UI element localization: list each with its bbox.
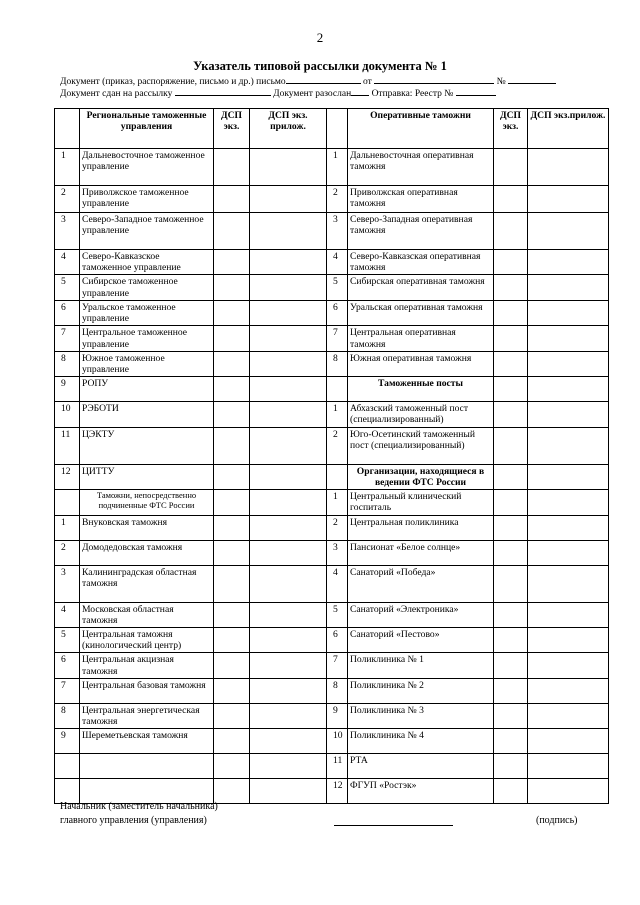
header-right-dsp: ДСП экз. [494,109,528,149]
left-recipient-name: Северо-Кавказское таможенное управление [80,250,214,275]
right-dsp-copies-cell[interactable] [494,402,528,427]
table-row [55,490,609,515]
right-recipient-name: Санаторий «Победа» [348,565,494,602]
right-dsp-attachment-cell[interactable] [528,754,609,779]
right-row-number: 11 [327,754,348,779]
left-dsp-copies-cell[interactable] [214,653,250,678]
document-title: Указатель типовой рассылки документа № 1 [193,59,447,73]
left-dsp-copies-cell[interactable] [214,515,250,540]
left-recipient-name [80,754,214,779]
table-row [55,565,609,602]
right-row-number: 6 [327,300,348,325]
left-row-number: 6 [55,300,80,325]
right-recipient-name: Южная оперативная таможня [348,351,494,376]
right-dsp-attachment-cell[interactable] [528,275,609,300]
left-recipient-name: ЦЭКТУ [80,427,214,464]
left-row-number: 12 [55,464,80,489]
left-row-number: 7 [55,326,80,351]
right-row-number: 6 [327,627,348,652]
right-recipient-name: Приволжская оперативная таможня [348,186,494,213]
right-row-number: 7 [327,326,348,351]
right-dsp-attachment-cell[interactable] [528,729,609,754]
right-dsp-attachment-cell[interactable] [528,653,609,678]
header-right-num [327,109,348,149]
left-dsp-copies-cell[interactable] [214,703,250,728]
left-dsp-copies-cell[interactable] [214,779,250,804]
signature-line[interactable] [334,825,453,826]
table-row [55,779,609,804]
left-dsp-copies-cell[interactable] [214,402,250,427]
left-recipient-name [80,779,214,804]
left-row-number: 3 [55,213,80,250]
right-dsp-copies-cell[interactable] [494,490,528,515]
dispatch-registry-label: Отправка: Реестр № [371,89,454,99]
left-recipient-name: Центральная таможня (кинологический центр) [80,627,214,652]
right-dsp-attachment-cell[interactable] [528,213,609,250]
left-dsp-attachment-cell[interactable] [250,703,327,728]
right-row-number: 12 [327,779,348,804]
right-recipient-name: Абхазский таможенный пост (специализированный) [348,402,494,427]
document-type-line [60,74,590,86]
right-dsp-copies-cell[interactable] [494,779,528,804]
right-recipient-name: РТА [348,754,494,779]
left-dsp-attachment-cell[interactable] [250,186,327,213]
left-row-number: 7 [55,678,80,703]
header-left-num [55,109,80,149]
left-dsp-copies-cell[interactable] [214,602,250,627]
header-left-dsp-attachment: ДСП экз. прилож. [250,109,327,149]
right-recipient-name: Юго-Осетинский таможенный пост (специализированный) [348,427,494,464]
left-recipient-name: РЭБОТИ [80,402,214,427]
left-recipient-name: Северо-Западное таможенное управление [80,213,214,250]
right-recipient-name: Поликлиника № 1 [348,653,494,678]
right-dsp-copies-cell[interactable] [494,275,528,300]
left-dsp-copies-cell[interactable] [214,627,250,652]
table-row [55,186,609,213]
left-dsp-attachment-cell[interactable] [250,602,327,627]
right-dsp-attachment-cell[interactable] [528,427,609,464]
table-row [55,515,609,540]
left-dsp-copies-cell[interactable] [214,490,250,515]
right-dsp-copies-cell[interactable] [494,515,528,540]
left-row-number: 5 [55,275,80,300]
left-row-number: 10 [55,402,80,427]
table-row [55,149,609,186]
left-dsp-copies-cell[interactable] [214,464,250,489]
right-dsp-copies-cell[interactable] [494,377,528,402]
right-row-number: 3 [327,213,348,250]
right-dsp-attachment-cell[interactable] [528,351,609,376]
table-row [55,402,609,427]
right-dsp-copies-cell[interactable] [494,427,528,464]
right-row-number: 1 [327,402,348,427]
distribution-table [54,108,609,804]
left-dsp-attachment-cell[interactable] [250,678,327,703]
right-row-number [327,464,348,489]
left-row-number: 3 [55,565,80,602]
left-dsp-copies-cell[interactable] [214,149,250,186]
document-type-label: Документ (приказ, распоряжение, письмо и др.) письмо [60,77,286,87]
right-row-number [327,377,348,402]
left-recipient-name: Дальневосточное таможенное управление [80,149,214,186]
right-recipient-name: Санаторий «Электроника» [348,602,494,627]
left-dsp-attachment-cell[interactable] [250,377,327,402]
table-row [55,754,609,779]
right-recipient-name: Северо-Кавказская оперативная таможня [348,250,494,275]
right-dsp-copies-cell[interactable] [494,186,528,213]
left-row-number: 2 [55,186,80,213]
right-row-number: 3 [327,540,348,565]
right-row-number: 7 [327,653,348,678]
left-dsp-attachment-cell[interactable] [250,653,327,678]
right-recipient-name: Пансионат «Белое солнце» [348,540,494,565]
left-row-number: 4 [55,250,80,275]
left-dsp-copies-cell[interactable] [214,213,250,250]
left-dsp-copies-cell[interactable] [214,377,250,402]
table-row [55,351,609,376]
left-dsp-copies-cell[interactable] [214,275,250,300]
left-recipient-name: Центральная акцизная таможня [80,653,214,678]
left-row-number [55,490,80,515]
table-row [55,703,609,728]
right-recipient-name: Центральный клинический госпиталь [348,490,494,515]
left-dsp-attachment-cell[interactable] [250,754,327,779]
date-field[interactable] [374,74,494,84]
left-dsp-attachment-cell[interactable] [250,275,327,300]
left-dsp-attachment-cell[interactable] [250,300,327,325]
right-dsp-attachment-cell[interactable] [528,703,609,728]
page-number: 2 [316,30,324,45]
left-dsp-attachment-cell[interactable] [250,326,327,351]
right-dsp-attachment-cell[interactable] [528,565,609,602]
table-row [55,540,609,565]
right-dsp-attachment-cell[interactable] [528,377,609,402]
right-dsp-copies-cell[interactable] [494,678,528,703]
right-dsp-attachment-cell[interactable] [528,602,609,627]
table-row [55,602,609,627]
left-dsp-copies-cell[interactable] [214,326,250,351]
right-dsp-attachment-cell[interactable] [528,540,609,565]
right-dsp-copies-cell[interactable] [494,250,528,275]
dispatch-line [60,86,590,98]
left-recipient-name: Шереметьевская таможня [80,729,214,754]
right-recipient-name: Сибирская оперативная таможня [348,275,494,300]
right-row-number: 5 [327,275,348,300]
left-dsp-copies-cell[interactable] [214,678,250,703]
left-recipient-name: РОПУ [80,377,214,402]
left-recipient-name: ЦИТТУ [80,464,214,489]
right-dsp-copies-cell[interactable] [494,653,528,678]
left-row-number: 5 [55,627,80,652]
left-recipient-name: Домодедовская таможня [80,540,214,565]
right-row-number: 2 [327,186,348,213]
table-row [55,729,609,754]
right-recipient-name: Северо-Западная оперативная таможня [348,213,494,250]
right-dsp-attachment-cell[interactable] [528,326,609,351]
right-dsp-copies-cell[interactable] [494,149,528,186]
right-row-number: 5 [327,602,348,627]
header-right-dsp-attachment: ДСП экз.прилож. [528,109,609,149]
chief-title-line1: Начальник (заместитель начальника) [60,801,218,812]
left-dsp-copies-cell[interactable] [214,427,250,464]
left-dsp-attachment-cell[interactable] [250,729,327,754]
right-dsp-attachment-cell[interactable] [528,250,609,275]
left-row-number: 6 [55,653,80,678]
right-dsp-attachment-cell[interactable] [528,186,609,213]
right-row-number: 2 [327,515,348,540]
left-row-number: 9 [55,729,80,754]
right-recipient-name: Санаторий «Пестово» [348,627,494,652]
left-dsp-attachment-cell[interactable] [250,149,327,186]
right-dsp-attachment-cell[interactable] [528,515,609,540]
header-operational: Оперативные таможни [348,109,494,149]
left-dsp-attachment-cell[interactable] [250,427,327,464]
number-field[interactable] [508,74,556,84]
left-dsp-copies-cell[interactable] [214,250,250,275]
left-recipient-name: Сибирское таможенное управление [80,275,214,300]
right-dsp-attachment-cell[interactable] [528,464,609,489]
table-row [55,275,609,300]
right-dsp-attachment-cell[interactable] [528,678,609,703]
right-recipient-name: Таможенные посты [348,377,494,402]
table-row [55,377,609,402]
number-label: № [496,77,506,87]
right-recipient-name: Поликлиника № 2 [348,678,494,703]
left-recipient-name: Московская областная таможня [80,602,214,627]
table-row [55,250,609,275]
left-dsp-attachment-cell[interactable] [250,213,327,250]
left-row-number: 8 [55,351,80,376]
right-recipient-name: Центральная оперативная таможня [348,326,494,351]
left-dsp-copies-cell[interactable] [214,351,250,376]
left-dsp-copies-cell[interactable] [214,300,250,325]
left-recipient-name: Южное таможенное управление [80,351,214,376]
left-dsp-attachment-cell[interactable] [250,540,327,565]
left-dsp-copies-cell[interactable] [214,754,250,779]
left-row-number: 1 [55,515,80,540]
right-recipient-name: Уральская оперативная таможня [348,300,494,325]
table-row [55,213,609,250]
sent-field[interactable] [175,86,271,96]
right-dsp-copies-cell[interactable] [494,703,528,728]
table-row [55,326,609,351]
right-recipient-name: Организации, находящиеся в ведении ФТС России [348,464,494,489]
left-dsp-copies-cell[interactable] [214,565,250,602]
left-recipient-name: Внуковская таможня [80,515,214,540]
left-row-number: 1 [55,149,80,186]
left-recipient-name: Центральная энергетическая таможня [80,703,214,728]
left-dsp-attachment-cell[interactable] [250,402,327,427]
right-row-number: 10 [327,729,348,754]
left-dsp-attachment-cell[interactable] [250,490,327,515]
document-type-field[interactable] [286,74,361,84]
left-recipient-name: Калининградская областная таможня [80,565,214,602]
right-row-number: 1 [327,149,348,186]
right-dsp-copies-cell[interactable] [494,602,528,627]
left-row-number: 8 [55,703,80,728]
table-row [55,627,609,652]
left-recipient-name: Таможни, непосредственно подчиненные ФТС России [80,490,214,515]
right-recipient-name: Дальневосточная оперативная таможня [348,149,494,186]
right-dsp-copies-cell[interactable] [494,300,528,325]
left-row-number: 2 [55,540,80,565]
left-recipient-name: Приволжское таможенное управление [80,186,214,213]
right-dsp-attachment-cell[interactable] [528,490,609,515]
right-dsp-copies-cell[interactable] [494,464,528,489]
right-dsp-copies-cell[interactable] [494,729,528,754]
table-row [55,653,609,678]
right-dsp-attachment-cell[interactable] [528,627,609,652]
header-left-dsp: ДСП экз. [214,109,250,149]
left-dsp-attachment-cell[interactable] [250,515,327,540]
right-recipient-name: Центральная поликлиника [348,515,494,540]
right-row-number: 8 [327,678,348,703]
header-row [55,109,609,149]
left-dsp-attachment-cell[interactable] [250,464,327,489]
left-dsp-attachment-cell[interactable] [250,250,327,275]
table-row [55,678,609,703]
right-dsp-copies-cell[interactable] [494,540,528,565]
right-row-number: 8 [327,351,348,376]
registry-field[interactable] [456,86,496,96]
right-dsp-copies-cell[interactable] [494,213,528,250]
header-regional: Региональные таможенные управления [80,109,214,149]
table-row [55,464,609,489]
left-dsp-copies-cell[interactable] [214,186,250,213]
distributed-field[interactable] [351,86,369,96]
right-dsp-attachment-cell[interactable] [528,149,609,186]
sent-label: Документ сдан на рассылку [60,89,173,99]
table-row [55,427,609,464]
left-recipient-name: Центральная базовая таможня [80,678,214,703]
right-row-number: 1 [327,490,348,515]
left-recipient-name: Центральное таможенное управление [80,326,214,351]
right-recipient-name: ФГУП «Ростэк» [348,779,494,804]
right-dsp-copies-cell[interactable] [494,754,528,779]
date-from-label: от [363,77,372,87]
right-dsp-attachment-cell[interactable] [528,779,609,804]
left-dsp-attachment-cell[interactable] [250,351,327,376]
left-row-number: 9 [55,377,80,402]
left-row-number: 11 [55,427,80,464]
right-row-number: 2 [327,427,348,464]
left-dsp-copies-cell[interactable] [214,729,250,754]
left-dsp-attachment-cell[interactable] [250,627,327,652]
right-dsp-copies-cell[interactable] [494,351,528,376]
left-dsp-attachment-cell[interactable] [250,565,327,602]
right-dsp-copies-cell[interactable] [494,565,528,602]
distributed-label: Документ разослан [273,89,352,99]
left-recipient-name: Уральское таможенное управление [80,300,214,325]
right-dsp-attachment-cell[interactable] [528,402,609,427]
right-dsp-copies-cell[interactable] [494,326,528,351]
left-row-number [55,754,80,779]
right-recipient-name: Поликлиника № 4 [348,729,494,754]
left-row-number [55,779,80,804]
left-row-number: 4 [55,602,80,627]
right-row-number: 4 [327,250,348,275]
chief-title-line2: главного управления (управления) [60,815,207,826]
right-dsp-copies-cell[interactable] [494,627,528,652]
signature-label: (подпись) [536,815,578,826]
right-dsp-attachment-cell[interactable] [528,300,609,325]
left-dsp-attachment-cell[interactable] [250,779,327,804]
left-dsp-copies-cell[interactable] [214,540,250,565]
right-row-number: 9 [327,703,348,728]
table-row [55,300,609,325]
right-recipient-name: Поликлиника № 3 [348,703,494,728]
right-row-number: 4 [327,565,348,602]
